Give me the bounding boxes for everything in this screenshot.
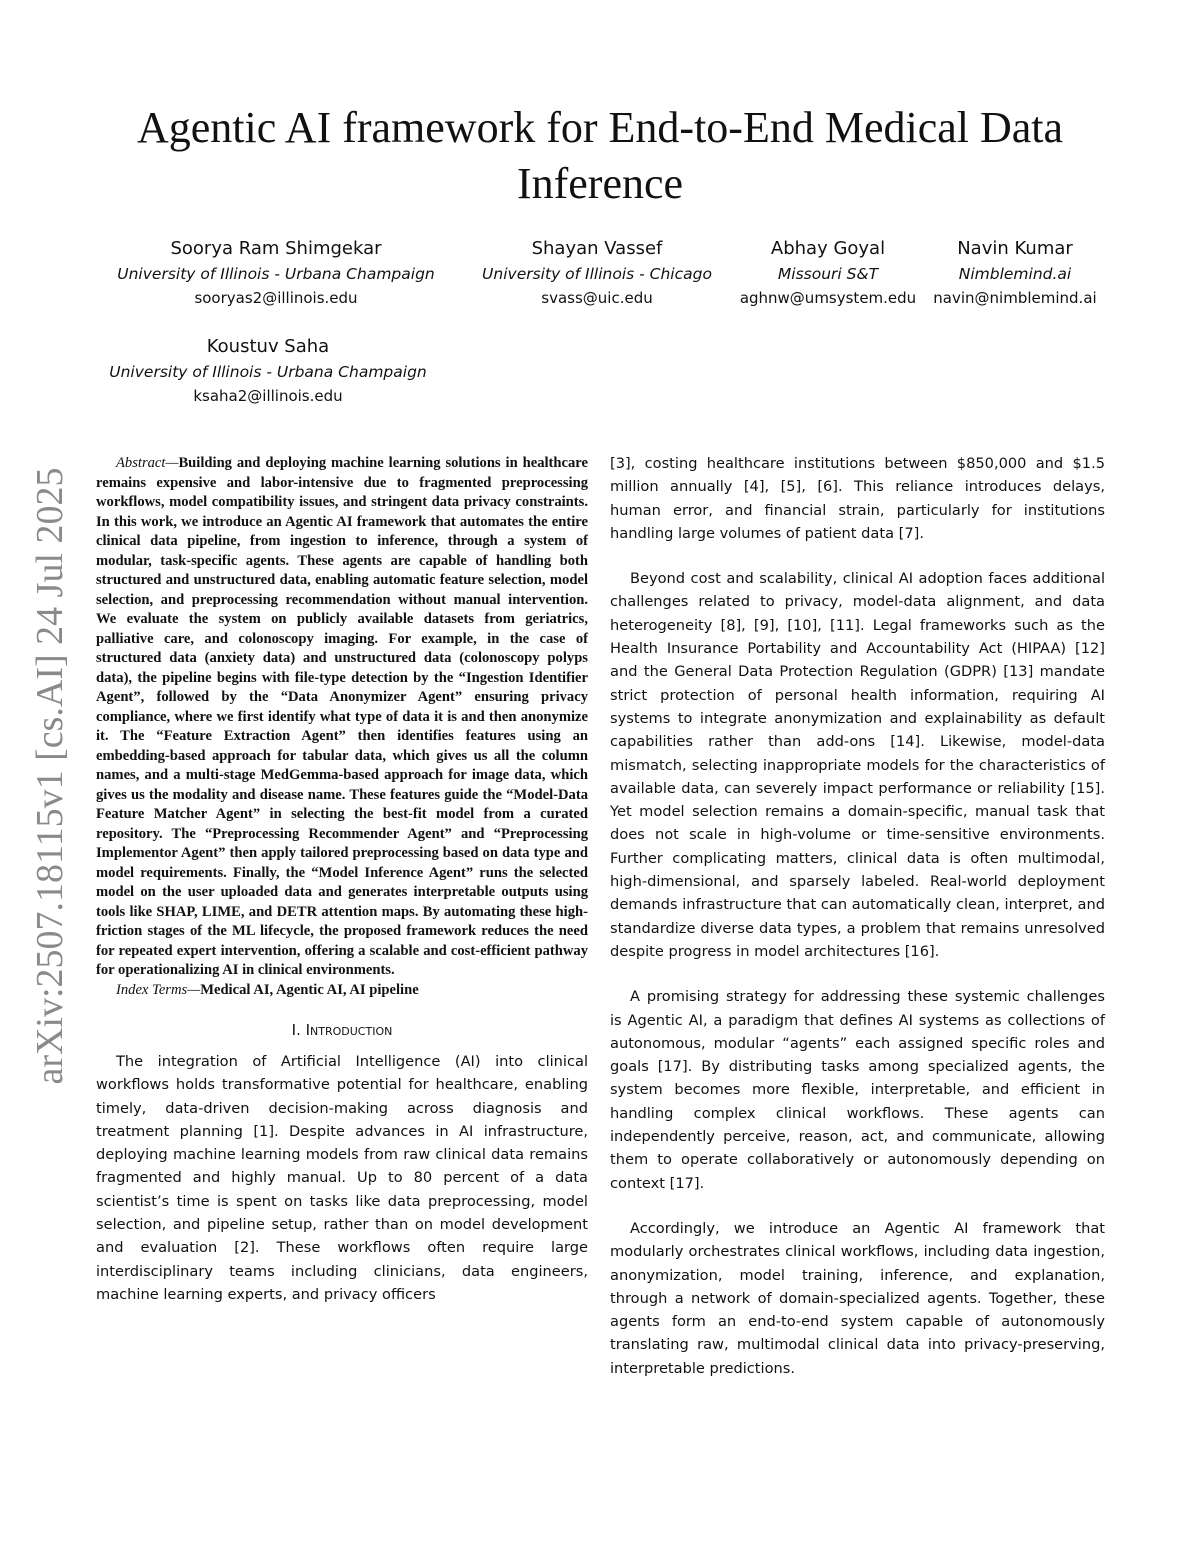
author-block bbox=[924, 236, 1106, 310]
section-heading-introduction: I. Introduction bbox=[291, 1021, 393, 1039]
author-name: Koustuv Saha bbox=[206, 336, 330, 357]
author-email[interactable]: navin@nimblemind.ai bbox=[933, 289, 1097, 307]
paper-title: Agentic AI framework for End-to-End Medical Data Inference bbox=[136, 103, 1064, 208]
index-terms bbox=[96, 981, 588, 1001]
author-name: Navin Kumar bbox=[957, 238, 1073, 259]
author-email[interactable]: sooryas2@illinois.edu bbox=[194, 289, 358, 307]
author-email[interactable]: svass@uic.edu bbox=[541, 289, 653, 307]
body-paragraph: Accordingly, we introduce an Agentic AI framework that modularly orchestrates clinical workflows, including data ingestion, anonymization, model training, inference, and explanation, through a network of domain-specialized agents. Together, these agents form an end-to-end system capable of autonomously translating raw, multimodal clinical data into privacy-preserving, interpretable predictions. bbox=[610, 1219, 1105, 1377]
arxiv-identifier: arXiv:2507.18115v1 [cs.AI] 24 Jul 2025 bbox=[29, 467, 71, 1085]
author-affiliation: University of Illinois - Urbana Champaign bbox=[117, 265, 435, 283]
body-paragraph: [3], costing healthcare institutions between $850,000 and $1.5 million annually [4], [5], [6]. This reliance introduces delays, human error, and financial strain, particularly for institutions handling large volumes of patient data [7]. bbox=[610, 455, 1105, 542]
abstract-label: Abstract— bbox=[116, 455, 179, 471]
author-email[interactable]: ksaha2@illinois.edu bbox=[193, 387, 343, 405]
body-paragraph: Beyond cost and scalability, clinical AI adoption faces additional challenges related to privacy, model-data alignment, and data heterogeneity [8], [9], [10], [11]. Legal frameworks such as the Health Insurance Portability and Accountability Act (HIPAA) [12] and the General Data Protection Regulation (GDPR) [13] mandate strict protection of personal health information, requiring AI systems to integrate anonymization and explainability as default capabilities rather than add-ons [14]. Likewise, model-data mismatch, selecting inappropriate models for the characteristics of available data, can severely impact performance or reliability [15]. Yet model selection remains a domain-specific, manual task that does not scale in high-volume or time-sensitive environments. Further complicating matters, clinical data is often multimodal, high-dimensional, and sparsely labeled. Real-world deployment demands infrastructure that can automatically clean, interpret, and standardize diverse data types, a problem that remains unresolved despite progress in model architectures [16]. bbox=[610, 570, 1105, 960]
body-paragraph: A promising strategy for addressing these systemic challenges is Agentic AI, a paradigm that defines AI systems as collections of autonomous, modular “agents” each assigned specific roles and goals [17]. By distributing tasks among specialized agents, the system becomes more flexible, interpretable, and efficient in handling complex clinical workflows. These agents can independently perceive, reason, act, and communicate, allowing them to operate collaboratively or autonomously depending on context [17]. bbox=[610, 988, 1105, 1192]
intro-paragraph: The integration of Artificial Intelligence (AI) into clinical workflows holds transformative potential for healthcare, enabling timely, data-driven decision-making across diagnosis and treatment planning [1]. Despite advances in AI infrastructure, deploying machine learning models from raw clinical data remains fragmented and highly manual. Up to 80 percent of a data scientist’s time is spent on tasks like data preprocessing, model selection, and pipeline setup, rather than on model development and evaluation [2]. These workflows often require large interdisciplinary teams including clinicians, data engineers, machine learning experts, and privacy officers bbox=[96, 1053, 588, 1303]
author-email[interactable]: aghnw@umsystem.edu bbox=[739, 289, 917, 307]
abstract bbox=[96, 452, 588, 981]
author-block bbox=[96, 236, 456, 310]
left-column bbox=[96, 452, 588, 1306]
index-terms-label: Index Terms— bbox=[116, 981, 201, 998]
author-affiliation: University of Illinois - Urbana Champaign bbox=[109, 363, 427, 381]
right-column bbox=[610, 452, 1105, 1380]
author-block bbox=[462, 236, 732, 310]
index-terms-text: Medical AI, Agentic AI, AI pipeline bbox=[200, 981, 419, 998]
author-name: Abhay Goyal bbox=[770, 238, 886, 259]
author-affiliation: University of Illinois - Chicago bbox=[482, 265, 712, 283]
author-block bbox=[734, 236, 922, 310]
author-name: Shayan Vassef bbox=[531, 238, 663, 259]
abstract-text: Building and deploying machine learning solutions in healthcare remains expensive and labor-intensive due to fragmented preprocessing workflows, model compatibility issues, and stringent data privacy constraints. In this work, we introduce an Agentic AI framework that automates the entire clinical data pipeline, from ingestion to inference, through a system of modular, task-specific agents. These agents are capable of handling both structured and unstructured data, enabling automatic feature selection, model selection, and preprocessing recommendation without manual intervention. We evaluate the system on publicly available datasets from geriatrics, palliative care, and colonoscopy imaging. For example, in the case of structured data (anxiety data) and unstructured data (colonoscopy polyps data), the pipeline begins with file-type detection by the “Ingestion Identifier Agent”, followed by the “Data Anonymizer Agent” ensuring privacy compliance, where we first identify what type of data it is and then anonymize it. The “Feature Extraction Agent” then identifies features using an embedding-based approach for tabular data, which gives us all the column names, and a multi-stage MedGemma-based approach for image data, which gives us the modality and disease name. These features guide the “Model-Data Feature Matcher Agent” in selecting the best-fit model from a curated repository. The “Preprocessing Recommender Agent” and “Preprocessing Implementor Agent” then apply tailored preprocessing based on data type and model requirements. Finally, the “Model Inference Agent” runs the selected model on the user uploaded data and generates interpretable outputs using tools like SHAP, LIME, and DETR attention maps. By automating these high-friction stages of the ML lifecycle, the proposed framework reduces the need for repeated expert intervention, offering a scalable and cost-efficient pathway for operationalizing AI in clinical environments. bbox=[96, 455, 588, 978]
author-affiliation: Missouri S&T bbox=[777, 265, 879, 283]
author-affiliation: Nimblemind.ai bbox=[958, 265, 1072, 283]
author-block bbox=[86, 334, 450, 408]
author-name: Soorya Ram Shimgekar bbox=[170, 238, 382, 259]
